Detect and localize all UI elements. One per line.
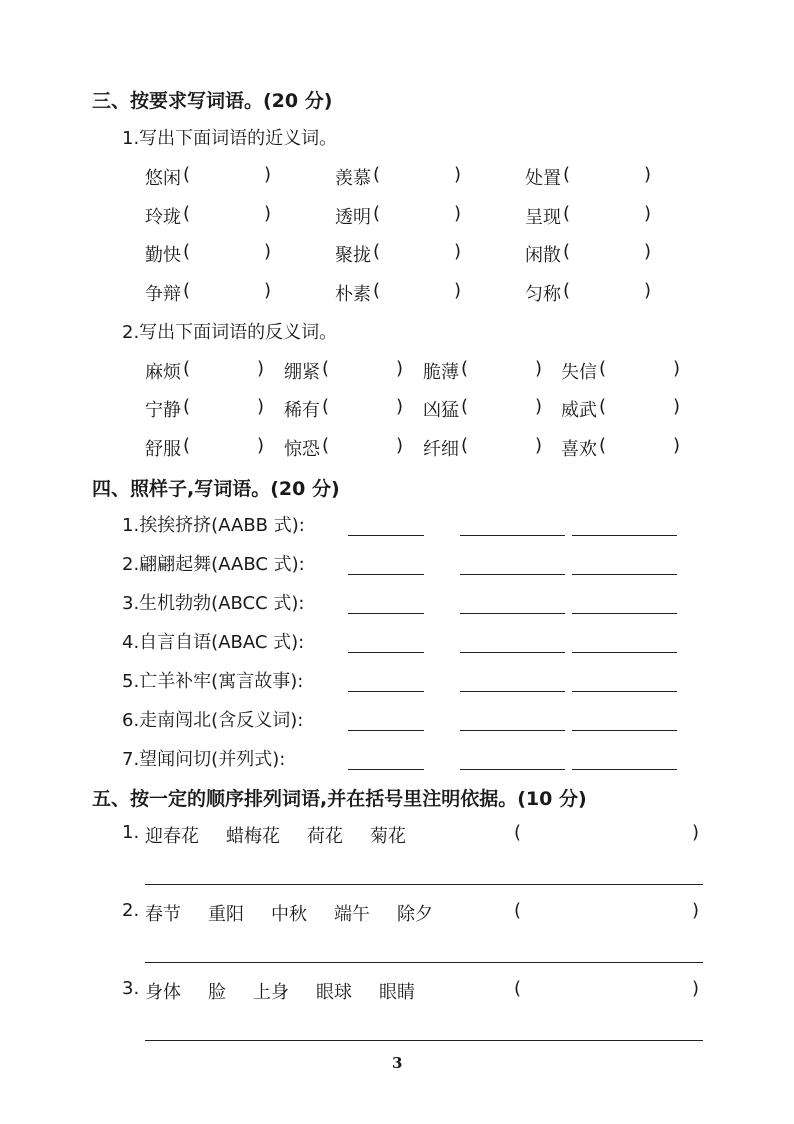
order-word: 荷花 xyxy=(307,826,343,847)
pattern-item: 5.亡羊补牢(寓言故事): xyxy=(122,671,304,692)
answer-paren-close: ) xyxy=(454,241,462,262)
answer-paren-open: ( xyxy=(563,203,571,224)
answer-paren-close: ) xyxy=(454,280,462,301)
answer-paren-open: ( xyxy=(461,396,469,417)
answer-paren-open: ( xyxy=(461,358,469,379)
synonym-word: 闲散 xyxy=(525,245,561,266)
answer-line[interactable] xyxy=(348,691,424,692)
answer-paren-close: ) xyxy=(396,435,404,456)
answer-paren-close: ) xyxy=(454,164,462,185)
order-word: 蜡梅花 xyxy=(226,826,280,847)
answer-line[interactable] xyxy=(460,574,565,575)
answer-line[interactable] xyxy=(572,730,677,731)
synonym-word: 玲珑 xyxy=(145,207,181,228)
order-word: 菊花 xyxy=(370,826,406,847)
answer-paren-open: ( xyxy=(373,280,381,301)
answer-line[interactable] xyxy=(460,652,565,653)
order-word: 端午 xyxy=(334,904,370,925)
answer-paren-close: ) xyxy=(644,241,652,262)
answer-line[interactable] xyxy=(572,769,677,770)
answer-line[interactable] xyxy=(572,535,677,536)
answer-line[interactable] xyxy=(460,730,565,731)
answer-paren-close: ) xyxy=(644,164,652,185)
answer-paren-open: ( xyxy=(373,203,381,224)
answer-paren-close: ) xyxy=(454,203,462,224)
answer-paren-close: ) xyxy=(644,203,652,224)
antonym-word: 失信 xyxy=(561,362,597,383)
item-number: 3. xyxy=(122,978,140,999)
synonym-word: 透明 xyxy=(335,207,371,228)
pattern-item: 1.挨挨挤挤(AABB 式): xyxy=(122,515,305,536)
answer-paren-close: ) xyxy=(257,396,265,417)
answer-paren-open: ( xyxy=(183,164,191,185)
order-word: 春节 xyxy=(145,904,181,925)
order-word: 上身 xyxy=(253,982,289,1003)
synonym-word: 勤快 xyxy=(145,245,181,266)
answer-line[interactable] xyxy=(348,613,424,614)
answer-line[interactable] xyxy=(460,535,565,536)
pattern-item: 4.自言自语(ABAC 式): xyxy=(122,632,305,653)
order-word: 眼睛 xyxy=(379,982,415,1003)
synonym-word: 争辩 xyxy=(145,284,181,305)
answer-line[interactable] xyxy=(348,535,424,536)
synonym-word: 呈现 xyxy=(525,207,561,228)
answer-paren-close: ) xyxy=(644,280,652,301)
answer-line[interactable] xyxy=(348,769,424,770)
reason-paren-open: ( xyxy=(514,978,522,999)
antonym-word: 威武 xyxy=(561,400,597,421)
answer-paren-close: ) xyxy=(396,396,404,417)
pattern-item: 2.翩翩起舞(AABC 式): xyxy=(122,554,305,575)
answer-paren-open: ( xyxy=(461,435,469,456)
order-word: 身体 xyxy=(145,982,181,1003)
item-number: 2. xyxy=(122,900,140,921)
antonym-word: 脆薄 xyxy=(423,362,459,383)
answer-paren-open: ( xyxy=(183,241,191,262)
answer-paren-close: ) xyxy=(535,435,543,456)
answer-line[interactable] xyxy=(348,730,424,731)
answer-paren-close: ) xyxy=(673,358,681,379)
reason-paren-close: ) xyxy=(692,900,700,921)
answer-line[interactable] xyxy=(460,613,565,614)
antonym-word: 凶猛 xyxy=(423,400,459,421)
reason-paren-close: ) xyxy=(692,978,700,999)
reason-paren-close: ) xyxy=(692,822,700,843)
antonym-word: 麻烦 xyxy=(145,362,181,383)
answer-paren-close: ) xyxy=(264,280,272,301)
answer-line[interactable] xyxy=(348,574,424,575)
order-word: 脸 xyxy=(208,982,226,1003)
answer-paren-close: ) xyxy=(535,396,543,417)
answer-paren-open: ( xyxy=(183,203,191,224)
answer-paren-open: ( xyxy=(563,241,571,262)
synonym-word: 处置 xyxy=(525,168,561,189)
answer-paren-close: ) xyxy=(535,358,543,379)
section3-q1-label: 1.写出下面词语的近义词。 xyxy=(122,128,338,149)
answer-paren-close: ) xyxy=(264,203,272,224)
answer-line[interactable] xyxy=(145,1040,703,1041)
answer-paren-close: ) xyxy=(264,164,272,185)
synonym-word: 羡慕 xyxy=(335,168,371,189)
section3-heading: 三、按要求写词语。(20 分) xyxy=(92,90,333,112)
answer-paren-open: ( xyxy=(599,396,607,417)
antonym-word: 舒服 xyxy=(145,439,181,460)
answer-line[interactable] xyxy=(572,652,677,653)
antonym-word: 宁静 xyxy=(145,400,181,421)
answer-paren-open: ( xyxy=(373,164,381,185)
synonym-word: 朴素 xyxy=(335,284,371,305)
order-word: 眼球 xyxy=(316,982,352,1003)
section5-heading: 五、按一定的顺序排列词语,并在括号里注明依据。(10 分) xyxy=(92,788,587,810)
answer-line[interactable] xyxy=(460,691,565,692)
answer-paren-open: ( xyxy=(563,164,571,185)
page-number: 3 xyxy=(392,1054,403,1072)
answer-paren-close: ) xyxy=(257,435,265,456)
answer-paren-open: ( xyxy=(373,241,381,262)
section3-q2-label: 2.写出下面词语的反义词。 xyxy=(122,322,338,343)
pattern-item: 3.生机勃勃(ABCC 式): xyxy=(122,593,305,614)
answer-line[interactable] xyxy=(572,574,677,575)
order-word: 除夕 xyxy=(397,904,433,925)
antonym-word: 绷紧 xyxy=(284,362,320,383)
reason-paren-open: ( xyxy=(514,900,522,921)
antonym-word: 惊恐 xyxy=(284,439,320,460)
answer-line[interactable] xyxy=(572,691,677,692)
pattern-item: 7.望闻问切(并列式): xyxy=(122,749,286,770)
answer-paren-close: ) xyxy=(264,241,272,262)
section4-heading: 四、照样子,写词语。(20 分) xyxy=(92,478,340,500)
antonym-word: 喜欢 xyxy=(561,439,597,460)
answer-paren-open: ( xyxy=(322,358,330,379)
synonym-word: 匀称 xyxy=(525,284,561,305)
order-word: 重阳 xyxy=(208,904,244,925)
answer-paren-close: ) xyxy=(673,435,681,456)
item-number: 1. xyxy=(122,822,140,843)
answer-line[interactable] xyxy=(460,769,565,770)
answer-paren-open: ( xyxy=(183,435,191,456)
answer-paren-open: ( xyxy=(322,396,330,417)
answer-line[interactable] xyxy=(145,962,703,963)
answer-line[interactable] xyxy=(348,652,424,653)
answer-line[interactable] xyxy=(145,884,703,885)
synonym-word: 悠闲 xyxy=(145,168,181,189)
answer-line[interactable] xyxy=(572,613,677,614)
order-word: 中秋 xyxy=(271,904,307,925)
antonym-word: 纤细 xyxy=(423,439,459,460)
answer-paren-open: ( xyxy=(563,280,571,301)
answer-paren-open: ( xyxy=(183,396,191,417)
answer-paren-open: ( xyxy=(183,358,191,379)
answer-paren-open: ( xyxy=(322,435,330,456)
answer-paren-close: ) xyxy=(257,358,265,379)
pattern-item: 6.走南闯北(含反义词): xyxy=(122,710,304,731)
reason-paren-open: ( xyxy=(514,822,522,843)
answer-paren-close: ) xyxy=(396,358,404,379)
answer-paren-open: ( xyxy=(599,435,607,456)
answer-paren-close: ) xyxy=(673,396,681,417)
answer-paren-open: ( xyxy=(599,358,607,379)
order-word: 迎春花 xyxy=(145,826,199,847)
antonym-word: 稀有 xyxy=(284,400,320,421)
answer-paren-open: ( xyxy=(183,280,191,301)
synonym-word: 聚拢 xyxy=(335,245,371,266)
